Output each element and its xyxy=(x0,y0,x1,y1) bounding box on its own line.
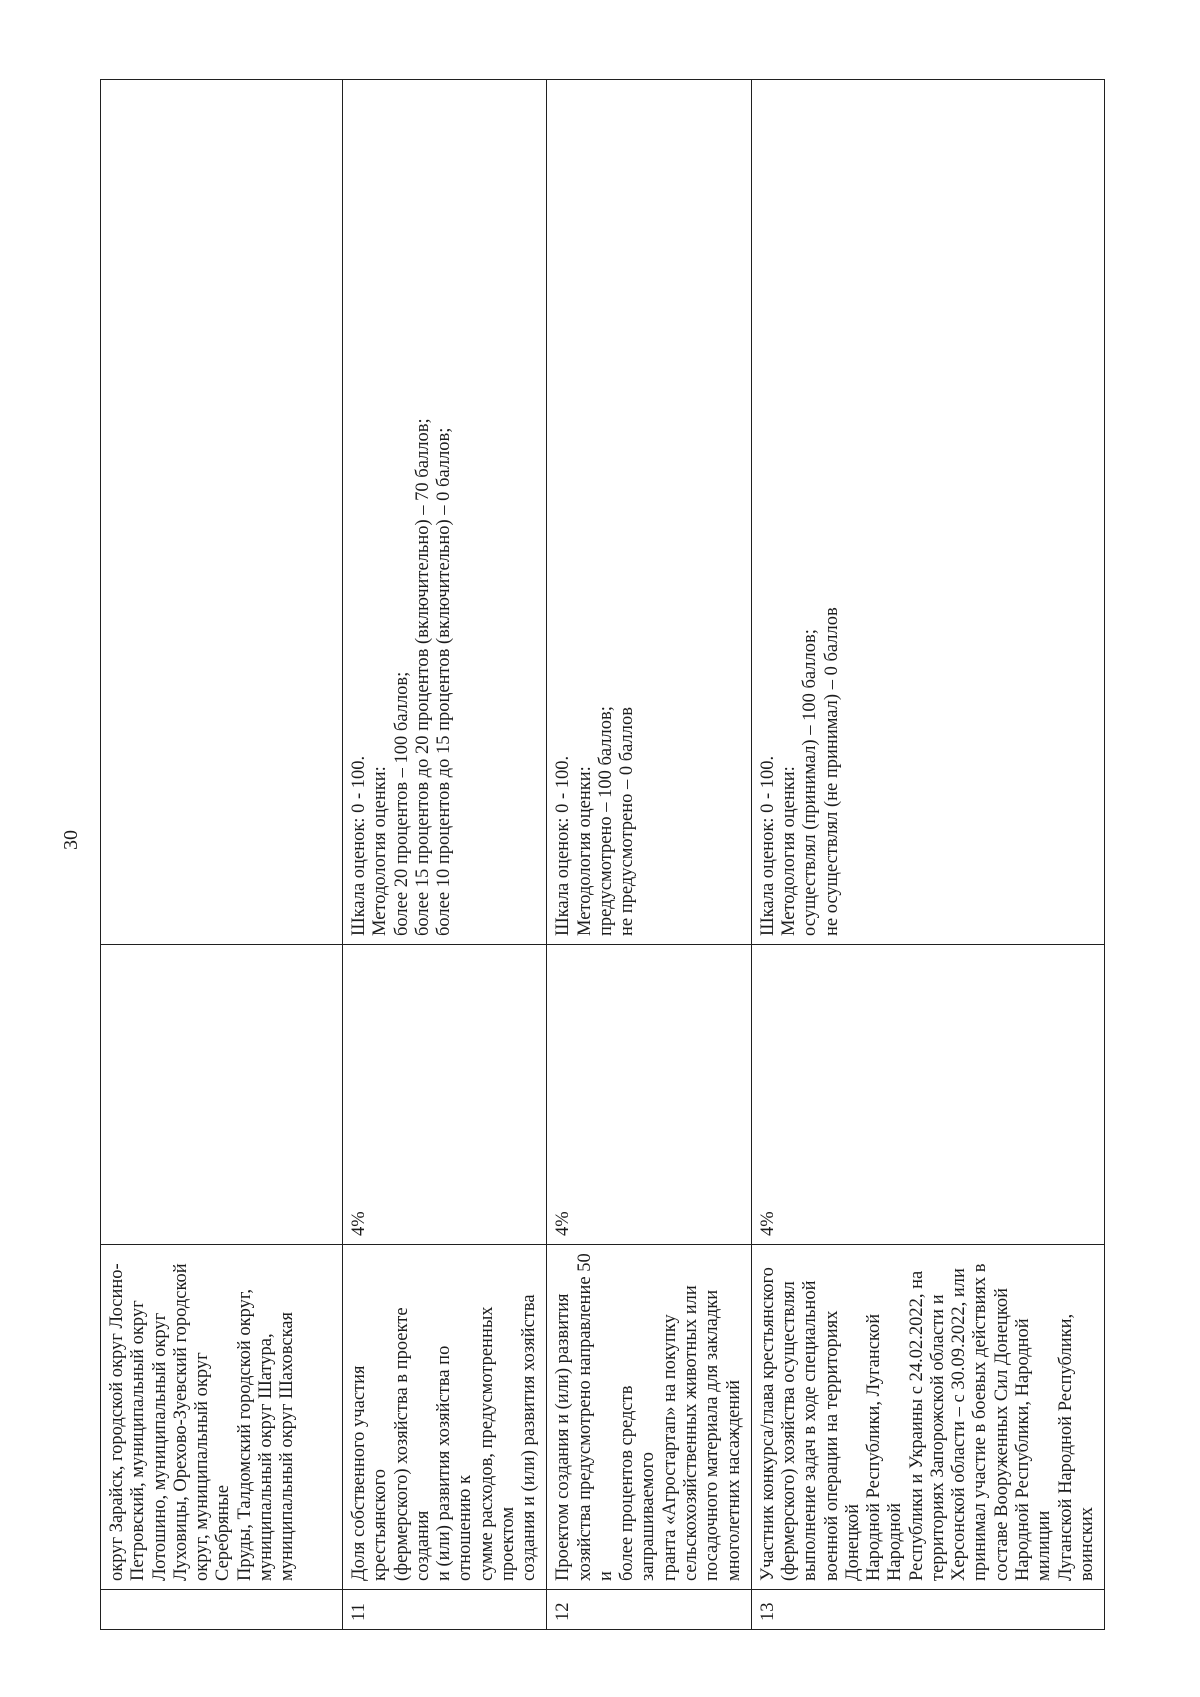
methodology-text: Шкала оценок: 0 - 100. Методология оценки: осуществлял (принимал) – 100 баллов; не осуществлял (не принимал) – 0 баллов xyxy=(751,80,1104,945)
criterion-text: Доля собственного участия крестьянского (фермерского) хозяйства в проекте создания и (или) развития хозяйства по отношению к сумме расходов, предусмотренных проектом создания и (или) развития хозяйства xyxy=(343,1245,547,1590)
weight-value: 4% xyxy=(751,945,1104,1245)
criterion-text: Участник конкурса/глава крестьянского (фермерского) хозяйства осуществлял выполнение задач в ходе специальной военной операции на территориях Донецкой Народной Республики, Луганской Народной Республики и Украины с 24.02.2022, на территориях Запорожской области и Херсонской области – с 30.09.2022, или принимал участие в боевых действиях в составе Вооруженных Сил Донецкой Народной Республики, Народной милиции Луганской Народной Республики, воинских xyxy=(751,1245,1104,1590)
row-number xyxy=(101,1590,343,1630)
methodology-text xyxy=(101,80,343,945)
table-row xyxy=(547,80,751,1630)
row-number: 11 xyxy=(343,1590,547,1630)
criteria-table xyxy=(100,79,1105,1630)
row-number: 13 xyxy=(751,1590,1104,1630)
row-number: 12 xyxy=(547,1590,751,1630)
weight-value: 4% xyxy=(343,945,547,1245)
methodology-text: Шкала оценок: 0 - 100. Методология оценки: предусмотрено – 100 баллов; не предусмотрено – 0 баллов xyxy=(547,80,751,945)
page-number: 30 xyxy=(60,830,82,850)
table-row xyxy=(101,80,343,1630)
methodology-text: Шкала оценок: 0 - 100. Методология оценки: более 20 процентов – 100 баллов; более 15 процентов до 20 процентов (включительно) – 70 баллов; более 10 процентов до 15 процентов (включительно) – 0 баллов; xyxy=(343,80,547,945)
criterion-text: округ Зарайск, городской округ Лосино- Петровский, муниципальный округ Лотошино, муниципальный округ Луховицы, Орехово-Зуевский городской округ, муниципальный округ Серебряные Пруды, Талдомский городской округ, муниципальный округ Шатура, муниципальный округ Шаховская xyxy=(101,1245,343,1590)
weight-value: 4% xyxy=(547,945,751,1245)
table-row xyxy=(751,80,1104,1630)
weight-value xyxy=(101,945,343,1245)
criterion-text: Проектом создания и (или) развития хозяйства предусмотрено направление 50 и более процентов средств запрашиваемого гранта «Агростартап» на покупку сельскохозяйственных животных или посадочного материала для закладки многолетних насаждений xyxy=(547,1245,751,1590)
table-row xyxy=(343,80,547,1630)
rotated-table-container xyxy=(100,80,1097,1630)
